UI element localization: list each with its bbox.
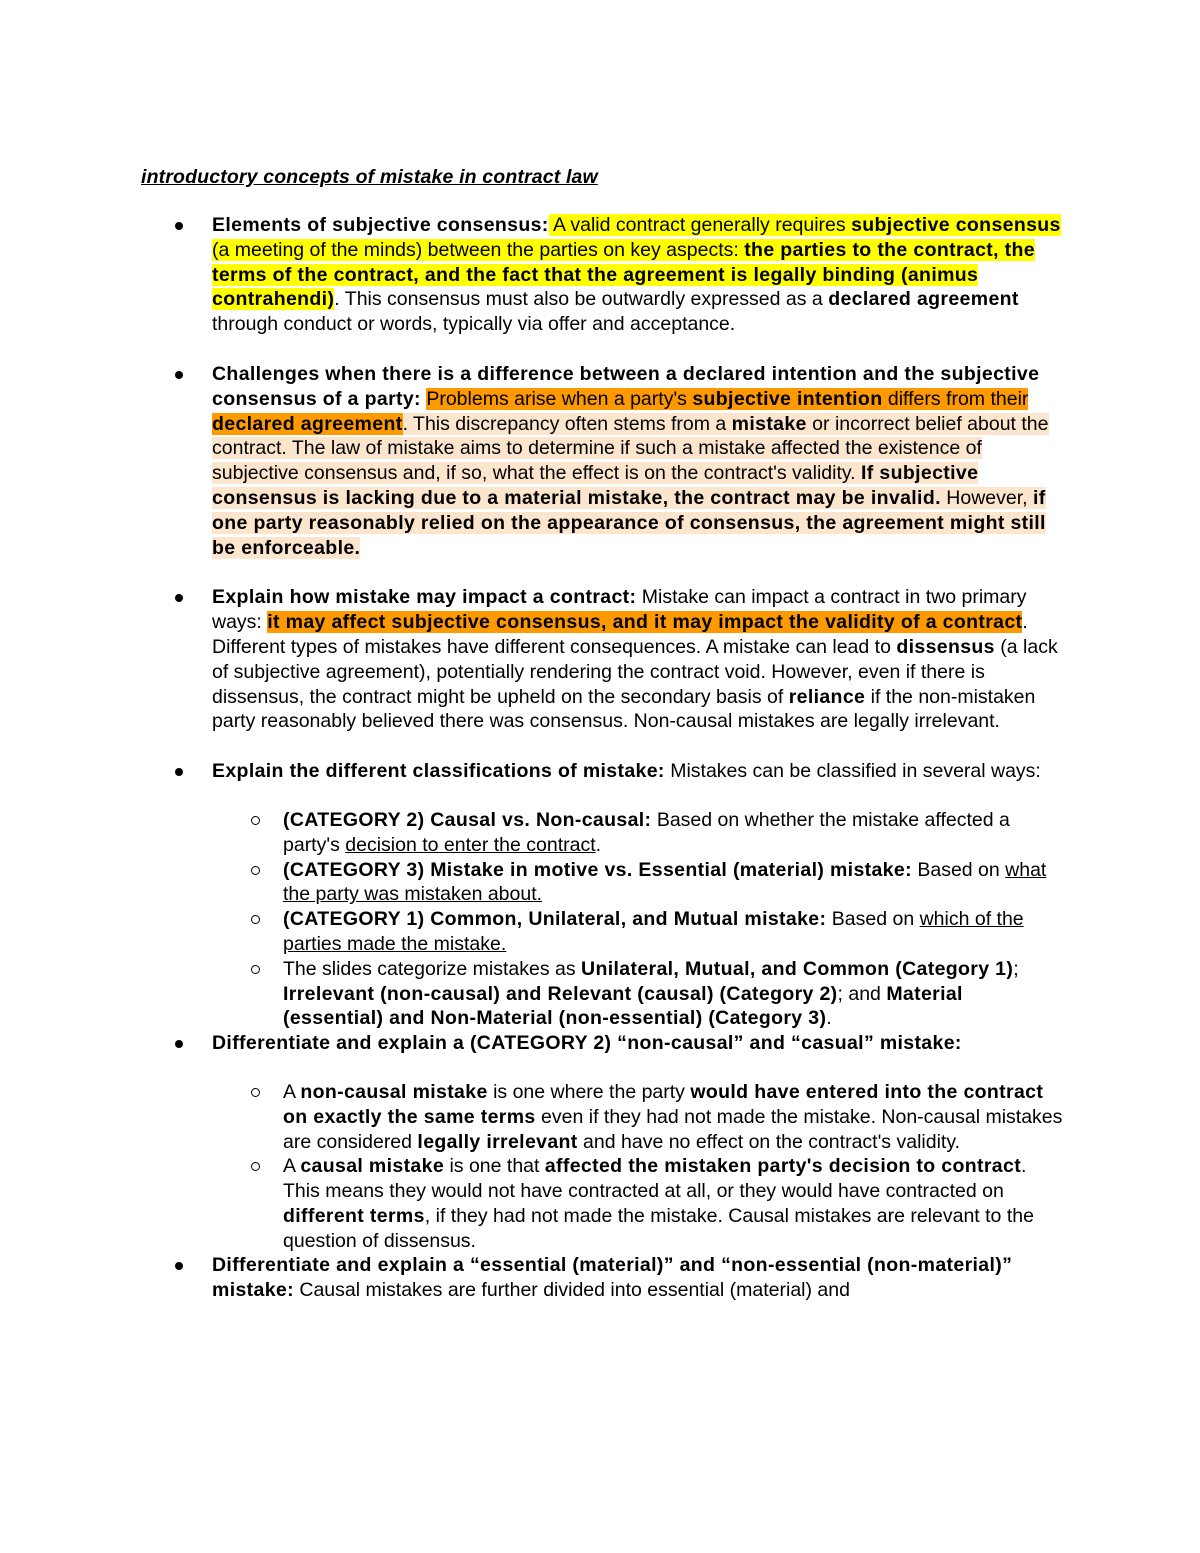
highlighted-text: . This discrepancy often stems from a [402, 412, 732, 435]
bullet-challenges-declared-intention [212, 362, 1062, 560]
body-text: . This means they would not have contracted at all, or they would have contracted on [283, 1155, 1027, 1203]
sub-bullet-causal-mistake [283, 1154, 1063, 1253]
body-text: . [826, 1007, 832, 1030]
bold-text: would have entered into the contract on exactly the same terms [283, 1080, 1044, 1128]
body-text: even if they had not made the mistake. Non-causal mistakes are considered [283, 1105, 1063, 1153]
bold-text: declared agreement [828, 288, 1019, 311]
bullet-classifications-of-mistake [212, 759, 1062, 1031]
bullet-elements-of-subjective-consensus [212, 213, 1062, 337]
body-text: , if they had not made the mistake. Causal mistakes are relevant to the question of dissensus. [283, 1204, 1034, 1252]
bullet-heading: Differentiate and explain a “essential (material)” and “non-essential (non-material)” mistake: [212, 1254, 1013, 1302]
highlighted-text: or incorrect belief about the contract. The law of mistake aims to determine if such a mistake affected the existence of subjective consensus and, if so, what the effect is on the contract's validity. [212, 412, 1049, 485]
sub-bullet-heading: (CATEGORY 3) Mistake in motive vs. Essential (material) mistake: [283, 858, 912, 881]
body-text: and have no effect on the contract's validity. [577, 1130, 961, 1153]
highlighted-text: A valid contract generally requires [548, 214, 852, 236]
bold-text: Irrelevant (non-causal) and Relevant (causal) (Category 2) [283, 982, 838, 1005]
sub-bullet-heading: (CATEGORY 1) Common, Unilateral, and Mutual mistake: [283, 908, 827, 931]
body-text: ; and [837, 982, 887, 1005]
body-text: A [283, 1155, 301, 1178]
bold-text: non-causal mistake [300, 1080, 488, 1103]
bold-text: reliance [788, 685, 866, 708]
sub-bullet-non-causal-mistake [283, 1080, 1063, 1154]
highlighted-bold-text: if one party reasonably relied on the appearance of consensus, the agreement might still be enforceable. [212, 486, 1046, 559]
body-text: ; [1013, 957, 1019, 980]
highlighted-text: (a meeting of the minds) between the parties on key aspects: [212, 238, 745, 261]
sub-bullet-list [212, 1080, 1062, 1254]
body-text: Causal mistakes are further divided into essential (material) and [293, 1279, 850, 1302]
sub-bullet-category-2 [283, 808, 1063, 858]
bold-text: Unilateral, Mutual, and Common (Category 1) [581, 957, 1014, 980]
bold-text: causal mistake [300, 1155, 445, 1178]
body-text: Mistakes can be classified in several ways: [664, 760, 1041, 783]
highlighted-bold-text: it may affect subjective consensus, and it may impact the validity of a contract [267, 611, 1023, 634]
body-text: Based on [826, 908, 920, 931]
body-text: The slides categorize mistakes as [283, 957, 582, 980]
highlighted-text: However, [940, 486, 1033, 509]
sub-bullet-list [212, 808, 1062, 1031]
highlighted-bold-text: subjective intention [692, 387, 883, 410]
bullet-causal-vs-non-causal [212, 1031, 1062, 1253]
bullet-heading: Explain how mistake may impact a contract: [212, 586, 637, 609]
highlighted-text: differs from their [882, 387, 1029, 410]
body-text: . [595, 833, 602, 856]
sub-bullet-slides-categories [283, 957, 1063, 1031]
underlined-text: what the party was mistaken about. [283, 858, 1047, 906]
highlighted-text: Problems arise when a party's [426, 387, 693, 410]
bullet-heading: Challenges when there is a difference between a declared intention and the subjective consensus of a party: [212, 362, 1040, 410]
body-text: through conduct or words, typically via offer and acceptance. [212, 313, 736, 336]
page-title: introductory concepts of mistake in contract law [141, 166, 598, 188]
bold-text: legally irrelevant [417, 1130, 578, 1153]
bullet-how-mistake-impacts-contract [212, 585, 1062, 734]
highlighted-bold-text: the parties to the contract, the terms of the contract, and the fact that the agreement is legally binding (animus contrahendi) [212, 238, 1035, 311]
sub-bullet-category-3 [283, 858, 1063, 908]
underlined-text: which of the parties made the mistake. [283, 908, 1024, 955]
body-text: (a lack of subjective agreement), potentially rendering the contract void. However, even if there is dissensus, the contract might be upheld on the secondary basis of [212, 635, 1058, 708]
sub-bullet-heading: (CATEGORY 2) Causal vs. Non-causal: [283, 808, 652, 831]
highlighted-bold-text: declared agreement [212, 412, 403, 435]
highlighted-bold-text: mistake [731, 412, 807, 435]
highlighted-bold-text: subjective consensus [851, 214, 1061, 236]
body-text: Based on [911, 858, 1006, 881]
bullet-heading: Differentiate and explain a (CATEGORY 2) “non-causal” and “casual” mistake: [212, 1032, 962, 1055]
body-text: Mistake can impact a contract in two primary ways: [212, 586, 1027, 634]
body-text: is one that [444, 1155, 545, 1178]
bold-text: Material (essential) and Non-Material (non-essential) (Category 3) [283, 982, 963, 1030]
body-text: . This consensus must also be outwardly expressed as a [334, 288, 829, 311]
body-text: if the non-mistaken party reasonably believed there was consensus. Non-causal mistakes are legally irrelevant. [212, 685, 1036, 733]
bullet-essential-vs-non-essential [212, 1253, 1062, 1303]
body-text: Based on whether the mistake affected a party's [283, 808, 1010, 856]
sub-bullet-category-1 [283, 907, 1063, 957]
body-text: . Different types of mistakes have different consequences. A mistake can lead to [212, 611, 1028, 658]
body-text: A [283, 1080, 301, 1103]
main-bullet-list [0, 213, 1200, 1303]
bullet-heading: Elements of subjective consensus: [212, 214, 549, 236]
highlighted-bold-text: If subjective consensus is lacking due to a material mistake, the contract may be invalid. [212, 462, 979, 509]
bullet-heading: Explain the different classifications of mistake: [212, 760, 665, 783]
bold-text: dissensus [896, 635, 995, 658]
bold-text: affected the mistaken party's decision to contract [544, 1155, 1022, 1178]
underlined-text: decision to enter the contract [345, 833, 596, 856]
bold-text: different terms [283, 1204, 425, 1227]
body-text: is one where the party [487, 1080, 691, 1103]
